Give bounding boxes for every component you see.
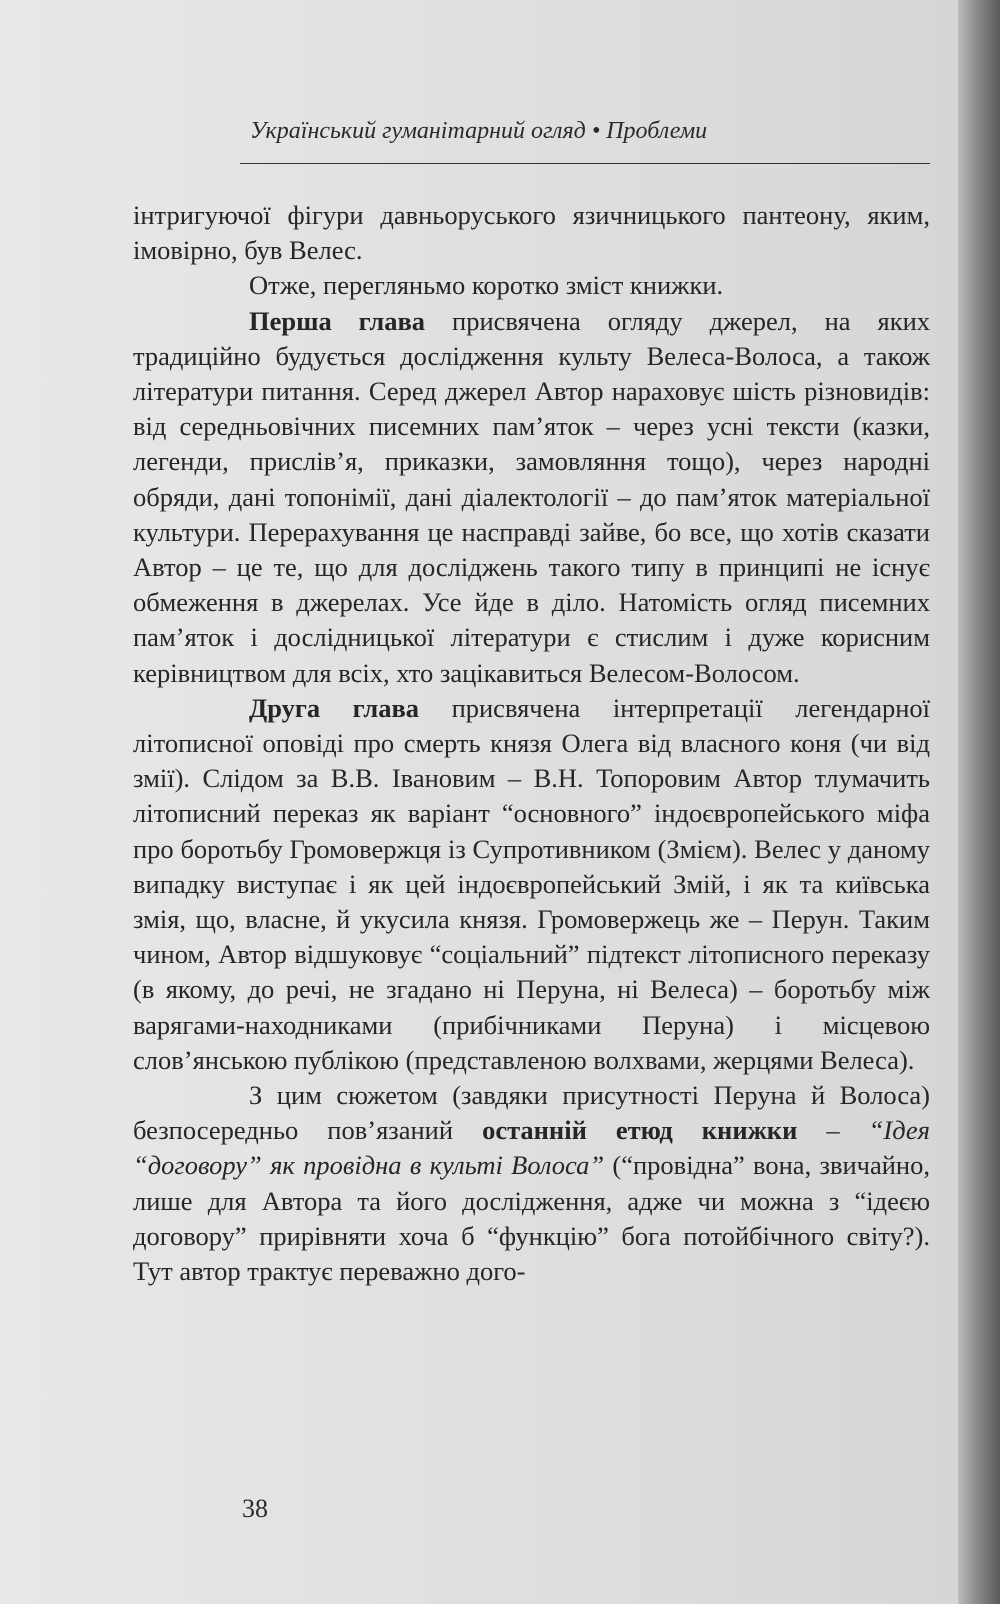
paragraph-4-text: присвячена інтерпретації легендарної літописної оповіді про смерть князя Олега від власного коня (чи від змії). Слідом за В.В. Івановим – В.Н. Топоровим Автор тлумачить літописний переказ як варіант “основного” індоєвропейського міфа про боротьбу Громовержця із Супротивником (Змієм). Велес у даному випадку виступає і як цей індоєвропейський Змій, і як та київська змія, що, власне, й укусила князя. Громовержець же – Перун. Таким чином, Автор відшуковує “соціальний” підтекст літописного переказу (в якому, до речі, не згадано ні Перуна, ні Велеса) – боротьбу між варягами-находниками (прибічниками Перуна) і місцевою слов’янською публікою (представленою волхвами, жерцями Велеса). — [133, 692, 930, 1075]
paragraph-2 — [133, 268, 930, 303]
paragraph-3 — [133, 304, 930, 691]
paragraph-1 — [133, 198, 930, 268]
running-header — [250, 118, 930, 145]
header-separator: • — [591, 118, 601, 144]
section-title: Проблеми — [606, 118, 708, 144]
paragraph-5-text-after: (“провідна” вона, звичайно, лише для Автора та його дослідження, адже чи можна з “ідеєю договору” прирівняти хоча б “функцію” бога потойбічного світу?). Тут автор трактує переважно дого- — [133, 1150, 930, 1287]
paragraph-3-text: присвячена огляду джерел, на яких традиційно будується дослідження культу Велеса-Волоса, а також літератури питання. Серед джерел Автор нараховує шість різновидів: від середньовічних писемних пам’яток – через усні тексти (казки, легенди, прислів’я, приказки, замовляння тощо), через народні обряди, дані топонімії, дані діалектології – до пам’яток матеріальної культури. Перерахування це насправді зайве, бо все, що хотів сказати Автор – це те, що для досліджень такого типу в принципі не існує обмеження в джерелах. Усе йде в діло. Натомість огляд писемних пам’яток і дослідницької літератури є стислим і дуже корисним керівництвом для всіх, хто зацікавиться Велесом-Волосом. — [133, 305, 930, 688]
paragraph-5 — [133, 1078, 930, 1289]
paragraph-5-bold: останній етюд книжки — [482, 1115, 798, 1146]
book-spine-shadow — [958, 0, 1000, 1604]
paragraph-1-text: інтригуючої фігури давньоруського язичницького пантеону, яким, імовірно, був Велес. — [133, 200, 930, 266]
paragraph-2-text: Отже, перегляньмо коротко зміст книжки. — [249, 270, 724, 301]
journal-title: Український гуманітарний огляд — [250, 118, 586, 144]
paragraph-5-text-mid: – — [797, 1115, 869, 1146]
paragraph-4 — [133, 691, 930, 1078]
paragraph-5-text-before: З цим сюжетом (завдяки присутності Перуна й Волоса) безпосередньо пов’язаний — [133, 1080, 930, 1146]
page-number: 38 — [242, 1494, 268, 1523]
header-rule — [240, 163, 930, 164]
paragraph-5-italic-title: “Ідея “договору” як провідна в культі Волоса” — [133, 1115, 930, 1181]
paragraph-4-bold: Друга глава — [249, 692, 420, 723]
body-text — [133, 198, 930, 1289]
paragraph-3-bold: Перша глава — [249, 305, 426, 336]
